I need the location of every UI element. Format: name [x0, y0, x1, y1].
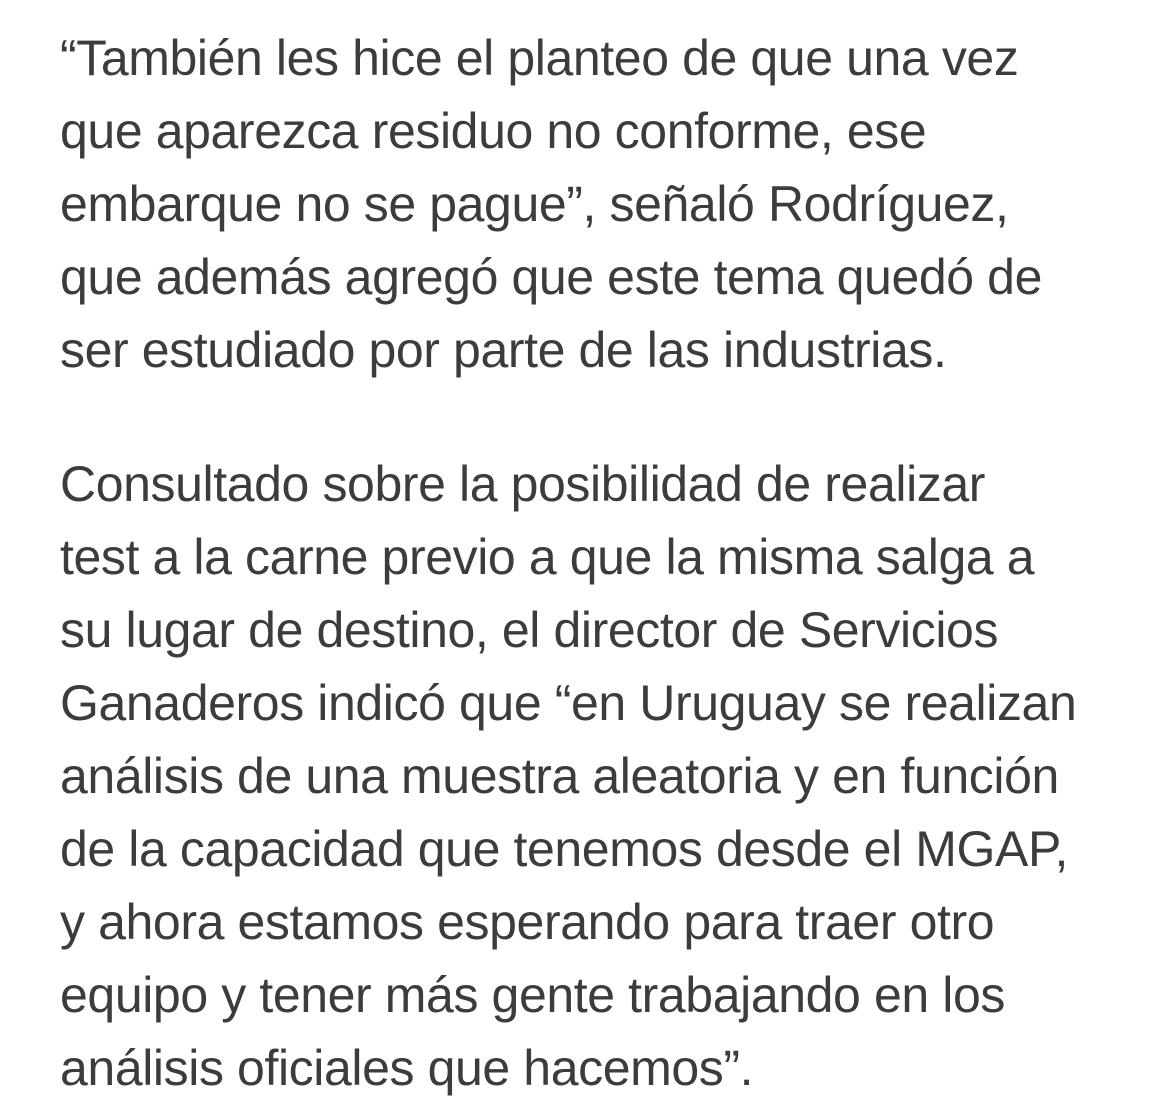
text-line: que además agregó que este tema quedó de [60, 249, 1042, 305]
text-line: que aparezca residuo no conforme, ese [60, 103, 927, 159]
text-line: análisis oficiales que hacemos”. [60, 1040, 754, 1096]
text-line: embarque no se pague”, señaló Rodríguez, [60, 176, 1009, 232]
text-line: “También les hice el planteo de que una vez [60, 30, 1019, 86]
text-line: de la capacidad que tenemos desde el MGAP, [60, 821, 1068, 877]
text-line: Consultado sobre la posibilidad de realizar [60, 456, 986, 512]
text-line: equipo y tener más gente trabajando en los [60, 967, 1005, 1023]
paragraph-consultado-test [60, 448, 1140, 1105]
text-line: test a la carne previo a que la misma salga a [60, 529, 1035, 585]
text-line: su lugar de destino, el director de Servicios [60, 602, 999, 658]
paragraph-quote-residuo [60, 22, 1140, 387]
text-line: Ganaderos indicó que “en Uruguay se realizan [60, 675, 1077, 731]
text-line: análisis de una muestra aleatoria y en función [60, 748, 1059, 804]
text-line: ser estudiado por parte de las industrias. [60, 322, 947, 378]
text-line: y ahora estamos esperando para traer otro [60, 894, 995, 950]
